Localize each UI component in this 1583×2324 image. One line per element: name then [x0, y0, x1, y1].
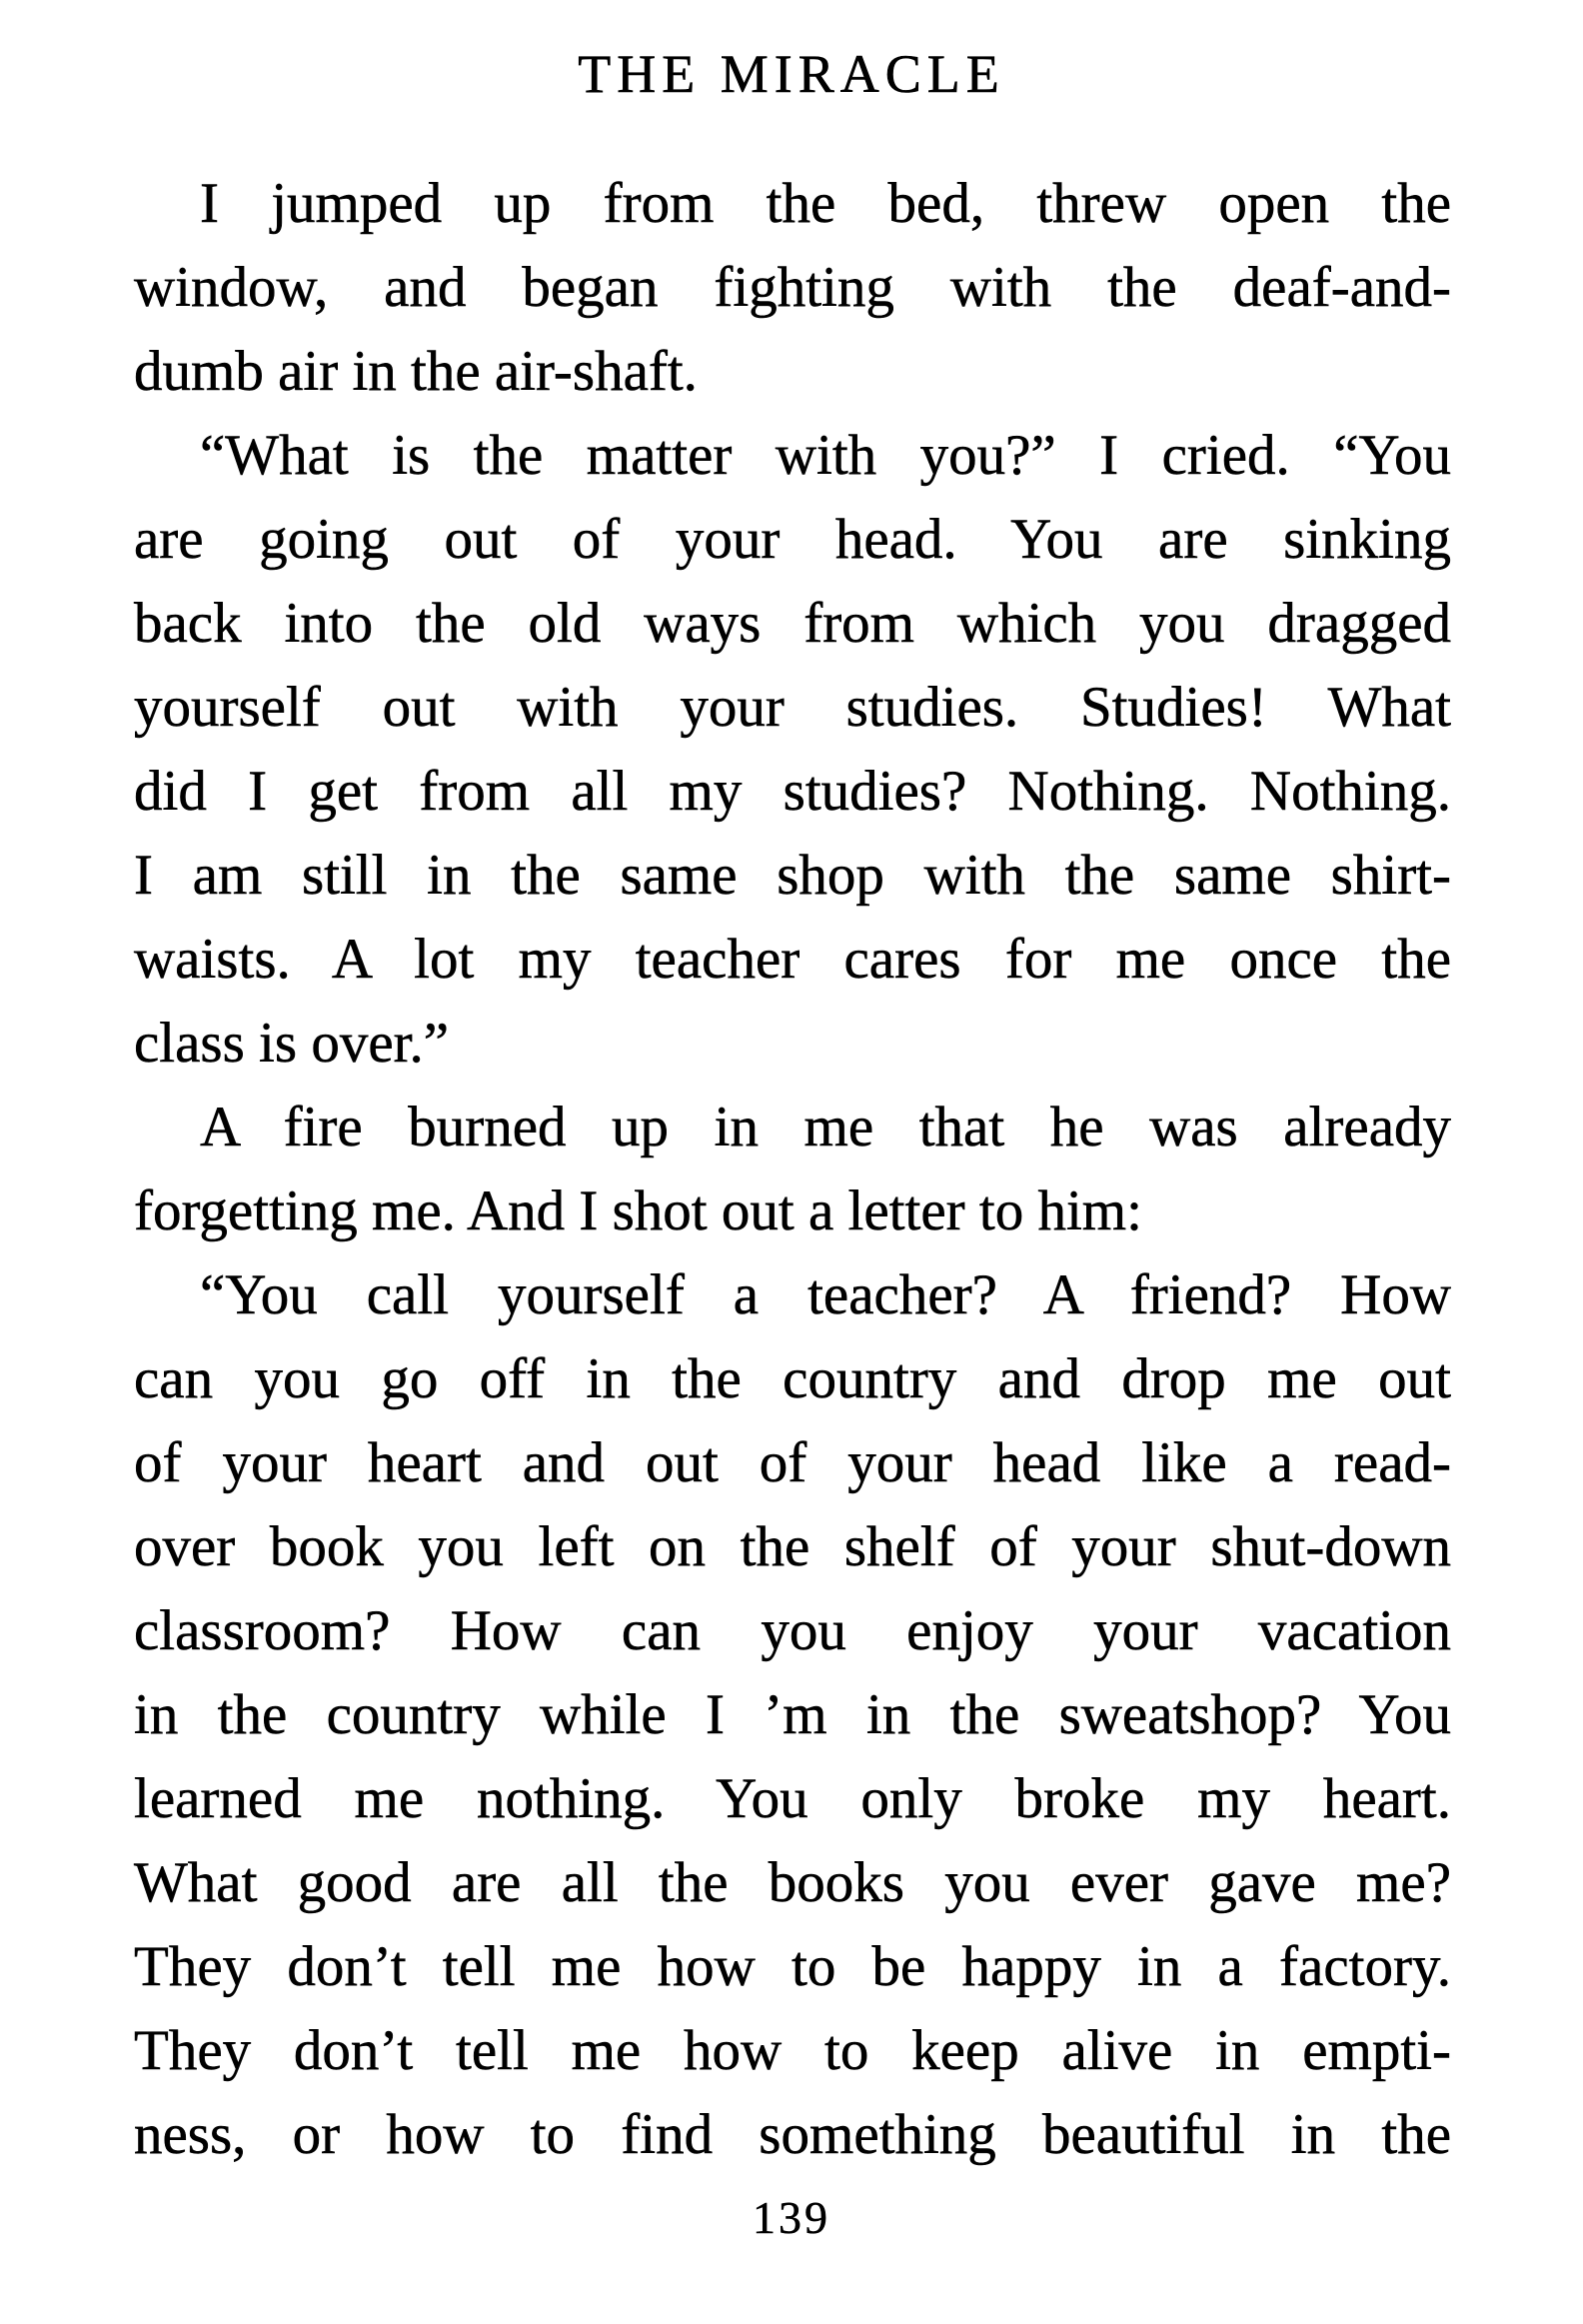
text-line: What good are all the books you ever gave me? [134, 1851, 1451, 1914]
text-line: dumb air in the air-shaft. [134, 340, 698, 403]
text-line: of your heart and out of your head like a read- [134, 1431, 1451, 1494]
text-line: forgetting me. And I shot out a letter to him: [134, 1179, 1142, 1242]
text-line: back into the old ways from which you dragged [134, 592, 1451, 655]
text-line: “You call yourself a teacher? A friend? How [200, 1263, 1451, 1326]
body-text [134, 162, 1451, 2177]
text-line: learned me nothing. You only broke my heart. [134, 1767, 1451, 1830]
text-line: ness, or how to find something beautiful in the [134, 2103, 1451, 2166]
text-line: “What is the matter with you?” I cried. “You [200, 424, 1451, 487]
text-line: yourself out with your studies. Studies! What [134, 676, 1451, 739]
chapter-title: THE MIRACLE [578, 44, 1005, 104]
text-line: class is over.” [134, 1012, 450, 1075]
text-line: A fire burned up in me that he was already [200, 1096, 1451, 1159]
text-line: window, and began fighting with the deaf-and- [134, 256, 1451, 319]
text-line: They don’t tell me how to keep alive in empti- [134, 2019, 1451, 2082]
text-line: I am still in the same shop with the same shirt- [134, 844, 1451, 907]
text-line: did I get from all my studies? Nothing. Nothing. [134, 760, 1451, 823]
text-line: are going out of your head. You are sinking [134, 508, 1451, 571]
text-line: waists. A lot my teacher cares for me once the [134, 928, 1451, 991]
text-line: They don’t tell me how to be happy in a factory. [134, 1935, 1451, 1998]
text-line: can you go off in the country and drop me out [134, 1347, 1451, 1410]
text-line: I jumped up from the bed, threw open the [200, 172, 1451, 235]
text-line: classroom? How can you enjoy your vacation [134, 1599, 1451, 1662]
page-number: 139 [753, 2192, 830, 2243]
text-line: over book you left on the shelf of your shut-down [134, 1515, 1451, 1578]
text-line: in the country while I ’m in the sweatshop? You [134, 1683, 1451, 1746]
